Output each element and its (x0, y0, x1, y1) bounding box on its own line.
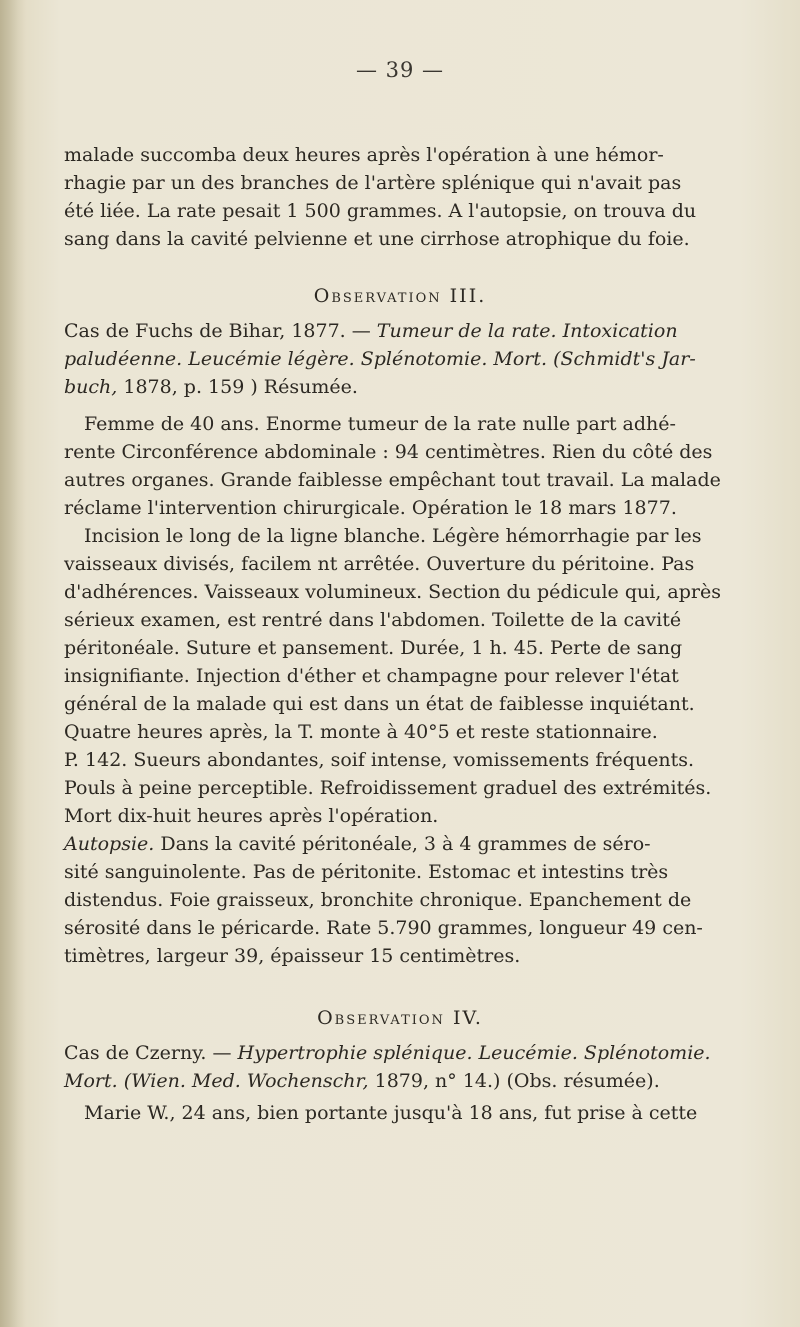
text-line: sité sanguinolente. Pas de péritonite. Estomac et intestins très (64, 861, 669, 883)
text-line: Marie W., 24 ans, bien portante jusqu'à 18 ans, fut prise à cette (84, 1102, 698, 1124)
citation-text: Cas de Fuchs de Bihar, 1877. — (64, 320, 377, 342)
text-line: sérosité dans le péricarde. Rate 5.790 grammes, longueur 49 cen- (64, 917, 703, 939)
text-line: P. 142. Sueurs abondantes, soif intense, vomissements fréquents. (64, 749, 695, 771)
text-line: Pouls à peine perceptible. Refroidissement graduel des extrémités. (64, 777, 712, 799)
citation-text: Cas de Czerny. — (64, 1042, 238, 1064)
citation-line (64, 1069, 660, 1093)
observation-4-heading: Observation IV. (317, 1007, 483, 1029)
text-line: Femme de 40 ans. Enorme tumeur de la rate nulle part adhé- (84, 413, 676, 435)
text-line: vaisseaux divisés, facilem nt arrêtée. Ouverture du péritoine. Pas (64, 553, 695, 575)
citation-line (64, 319, 678, 343)
autopsie-text: Dans la cavité péritonéale, 3 à 4 grammes de séro- (154, 833, 651, 855)
text-line: général de la malade qui est dans un état de faiblesse inquiétant. (64, 693, 695, 715)
text-line: sérieux examen, est rentré dans l'abdomen. Toilette de la cavité (64, 609, 682, 631)
text-line: autres organes. Grande faiblesse empêchant tout travail. La malade (64, 469, 721, 491)
text-line: malade succomba deux heures après l'opération à une hémor- (64, 144, 664, 166)
citation-text: 1878, p. 159 ) Résumée. (117, 376, 358, 398)
citation-line (64, 1041, 711, 1065)
citation-title: paludéenne. Leucémie légère. Splénotomie. Mort. (Schmidt's Jar- (64, 348, 696, 370)
citation-line (64, 347, 696, 371)
citation-line (64, 375, 358, 399)
citation-title: Tumeur de la rate. Intoxication (376, 320, 678, 342)
page-number: — 39 — (355, 58, 445, 82)
text-line: Mort dix-huit heures après l'opération. (64, 805, 439, 827)
text-line: d'adhérences. Vaisseaux volumineux. Section du pédicule qui, après (64, 581, 721, 603)
text-line: péritonéale. Suture et pansement. Durée, 1 h. 45. Perte de sang (64, 637, 683, 659)
citation-title: buch, (64, 376, 118, 398)
binding-edge-shadow (0, 0, 26, 1327)
citation-title: Mort. (Wien. Med. Wochenschr, (64, 1070, 369, 1092)
text-line: Quatre heures après, la T. monte à 40°5 et reste stationnaire. (64, 721, 658, 743)
text-line: distendus. Foie graisseux, bronchite chronique. Epanchement de (64, 889, 692, 911)
citation-text: 1879, n° 14.) (Obs. résumée). (368, 1070, 660, 1092)
citation-title: Hypertrophie splénique. Leucémie. Splénotomie. (237, 1042, 711, 1064)
text-line: rhagie par un des branches de l'artère splénique qui n'avait pas (64, 172, 682, 194)
text-line: timètres, largeur 39, épaisseur 15 centimètres. (64, 945, 521, 967)
text-line: insignifiante. Injection d'éther et champagne pour relever l'état (64, 665, 679, 687)
text-line: été liée. La rate pesait 1 500 grammes. A l'autopsie, on trouva du (64, 200, 697, 222)
text-line: réclame l'intervention chirurgicale. Opération le 18 mars 1877. (64, 497, 677, 519)
text-line: rente Circonférence abdominale : 94 centimètres. Rien du côté des (64, 441, 713, 463)
autopsie-line (64, 832, 651, 856)
text-line: sang dans la cavité pelvienne et une cirrhose atrophique du foie. (64, 228, 690, 250)
observation-3-heading: Observation III. (313, 285, 487, 307)
autopsie-label: Autopsie. (64, 833, 155, 855)
text-line: Incision le long de la ligne blanche. Légère hémorrhagie par les (84, 525, 702, 547)
